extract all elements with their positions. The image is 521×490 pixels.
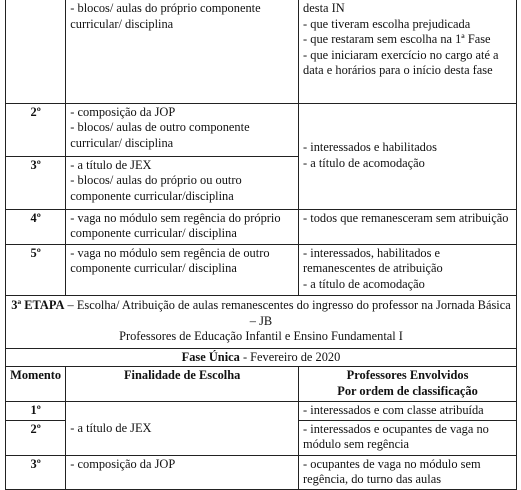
fase-row — [6, 348, 517, 367]
momento-cell: 2º — [6, 103, 66, 156]
header-envolvidos-line: Professores Envolvidos — [346, 368, 469, 383]
finalidade-line: - a título de JEX — [70, 157, 152, 172]
column-header-row — [6, 367, 517, 402]
momento-cell: 3º — [6, 156, 66, 209]
etapa-label: 3ª ETAPA — [11, 298, 65, 313]
finalidade-line: - blocos/ aulas do próprio ou outro componente curricular/disciplina — [70, 173, 242, 203]
finalidade-line: - vaga no módulo sem regência de outro componente curricular/ disciplina — [70, 245, 270, 276]
finalidade-line: - composição da JOP — [70, 104, 176, 119]
envolvidos-line: - interessados, habilitados e remanescentes de atribuição — [303, 245, 443, 276]
fase-cell — [6, 348, 517, 367]
finalidade-cell — [66, 244, 299, 295]
fase-text: - Fevereiro de 2020 — [239, 349, 341, 364]
etapa-text: – Escolha/ Atribuição de aulas remanescentes do ingresso do professor na Jornada Básica – JB — [64, 298, 511, 328]
envolvidos-line: - todos que remanesceram sem atribuição — [303, 210, 509, 225]
attribution-table — [5, 0, 517, 490]
momento-cell: 4º — [6, 209, 66, 244]
finalidade-line: - vaga no módulo sem regência do próprio componente curricular/ disciplina — [70, 210, 281, 241]
fase-label: Fase Única — [181, 349, 240, 364]
envolvidos-cell — [299, 420, 517, 455]
etapa-title — [10, 298, 512, 329]
envolvidos-cell — [299, 209, 517, 244]
table-row — [6, 402, 517, 421]
envolvidos-line: desta IN — [303, 1, 345, 15]
envolvidos-line: - a título de acomodação — [303, 276, 425, 291]
finalidade-cell — [66, 103, 299, 156]
finalidade-cell: - a título de JEX — [66, 402, 299, 456]
momento-cell — [6, 0, 66, 103]
etapa-header-cell — [6, 295, 517, 348]
envolvidos-line: - a título de acomodação — [303, 156, 425, 170]
header-finalidade: Finalidade de Escolha — [66, 367, 299, 402]
envolvidos-cell — [299, 103, 517, 209]
header-envolvidos-line: Por ordem de classificação — [337, 383, 478, 398]
momento-cell: 3º — [6, 455, 66, 489]
envolvidos-line: - interessados e ocupantes de vaga no módulo sem regência — [303, 421, 489, 452]
header-momento: Momento — [6, 367, 66, 402]
envolvidos-line: - ocupantes de vaga no módulo sem regência, do turno das aulas — [303, 456, 481, 487]
finalidade-line: - blocos/ aulas do próprio componente curricular/ disciplina — [70, 1, 261, 31]
finalidade-line: - blocos/ aulas de outro componente curricular/ disciplina — [70, 120, 250, 150]
finalidade-cell — [66, 156, 299, 209]
table-row — [6, 244, 517, 295]
table-row — [6, 0, 517, 103]
header-envolvidos — [299, 367, 517, 402]
table-row — [6, 455, 517, 489]
table-row — [6, 103, 517, 156]
momento-cell: 2º — [6, 420, 66, 455]
envolvidos-line: - interessados e habilitados — [303, 140, 437, 155]
table-row — [6, 209, 517, 244]
envolvidos-cell — [299, 244, 517, 295]
etapa-header-row — [6, 295, 517, 348]
etapa-subtitle: Professores de Educação Infantil e Ensino Fundamental I — [119, 329, 403, 344]
envolvidos-line: - que restaram sem escolha na 1ª Fase — [303, 32, 491, 47]
envolvidos-line: - que tiveram escolha prejudicada — [303, 16, 471, 31]
envolvidos-line: - que iniciaram exercício no cargo até a data e horários para o início desta fase — [303, 47, 499, 78]
envolvidos-cell — [299, 455, 517, 489]
finalidade-cell — [66, 0, 299, 103]
envolvidos-cell: - interessados e com classe atribuída — [299, 402, 517, 421]
finalidade-cell — [66, 209, 299, 244]
finalidade-cell: - composição da JOP — [66, 455, 299, 489]
momento-cell: 1º — [6, 402, 66, 421]
envolvidos-cell — [299, 0, 517, 103]
momento-cell: 5º — [6, 244, 66, 295]
